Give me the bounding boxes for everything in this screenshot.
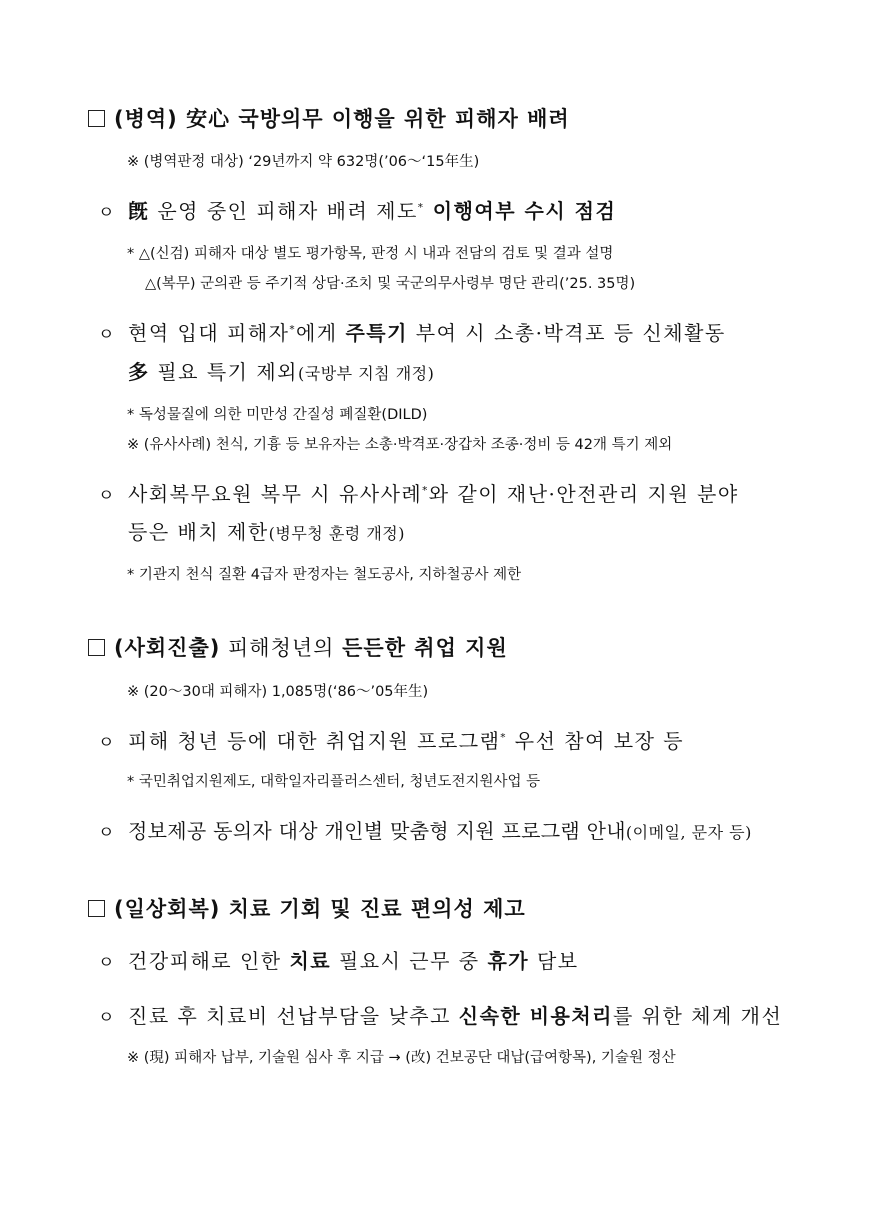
- bullet-item: [98, 1000, 782, 1029]
- sub-note: * 기관지 천식 질환 4급자 판정자는 철도공사, 지하철공사 제한: [127, 567, 522, 583]
- bullet-item: [98, 195, 616, 224]
- bullet-bold: 신속한 비용처리: [458, 1004, 613, 1028]
- heading-title: 든든한 취업 지원: [342, 636, 508, 660]
- bullet-text: 를 위한 체계 개선: [612, 1004, 783, 1028]
- bullet-bold: 휴가: [487, 949, 530, 973]
- bullet-continuation: [98, 516, 405, 545]
- bullet-bold: 치료: [289, 949, 332, 973]
- bullet-source: (이메일, 문자 등): [625, 823, 752, 842]
- bullet-text: 등은 배치 제한: [128, 520, 269, 544]
- bullet-item: [98, 815, 752, 844]
- bullet-text: 부여 시 소총·박격포 등 신체활동: [407, 321, 726, 345]
- bullet-source: (국방부 지침 개정): [298, 364, 435, 383]
- heading-tag: (일상회복): [114, 897, 221, 921]
- sub-note: △(복무) 군의관 등 주기적 상담·조치 및 국군의무사령부 명단 관리(’25. 35명): [145, 276, 636, 292]
- heading-title: 安心 국방의무 이행을 위한 피해자 배려: [177, 107, 570, 131]
- checkbox-square-icon: [88, 639, 105, 656]
- bullet-text: 필요 특기 제외: [149, 360, 298, 384]
- bullet-text: 담보: [529, 949, 579, 973]
- bullet-text: 현역 입대 피해자: [128, 321, 290, 345]
- bullet-marker-icon: ㅇ: [98, 823, 115, 843]
- bullet-item: [98, 725, 684, 754]
- bullet-bold: 이행여부 수시 점검: [424, 199, 617, 223]
- bullet-marker-icon: ㅇ: [98, 486, 115, 506]
- bullet-item: [98, 317, 726, 346]
- bullet-text: 에게: [295, 321, 346, 345]
- footnote-marker: *: [417, 202, 425, 214]
- footnote-marker: *: [500, 732, 507, 744]
- bullet-marker-icon: ㅇ: [98, 325, 115, 345]
- bullet-marker-icon: ㅇ: [98, 953, 115, 973]
- sub-note: * 국민취업지원제도, 대학일자리플러스센터, 청년도전지원사업 등: [127, 774, 541, 790]
- bullet-bold: 多: [128, 360, 150, 384]
- bullet-text: 운영 중인 피해자 배려 제도: [149, 199, 418, 223]
- bullet-text: 건강피해로 인한: [128, 949, 290, 973]
- section-note: ※ (병역판정 대상) ‘29년까지 약 632명(’06～‘15年生): [127, 154, 480, 170]
- heading-title: 치료 기회 및 진료 편의성 제고: [220, 897, 526, 921]
- bullet-bold: 주특기: [345, 321, 408, 345]
- bullet-item: [98, 478, 739, 507]
- bullet-marker-icon: ㅇ: [98, 203, 115, 223]
- bullet-text: 필요시 근무 중: [331, 949, 488, 973]
- bullet-marker-icon: ㅇ: [98, 1008, 115, 1028]
- footnote-marker: *: [289, 324, 296, 336]
- heading-tag: (병역): [114, 107, 178, 131]
- bullet-bold: 旣: [128, 199, 150, 223]
- checkbox-square-icon: [88, 900, 105, 917]
- section-heading-employment: [88, 632, 508, 662]
- bullet-text: 피해 청년 등에 대한 취업지원 프로그램: [128, 729, 501, 753]
- checkbox-square-icon: [88, 110, 105, 127]
- bullet-text: 정보제공 동의자 대상 개인별 맞춤형 지원 프로그램 안내: [128, 819, 626, 843]
- bullet-text: 우선 참여 보장 등: [506, 729, 685, 753]
- section-note: ※ (20～30대 피해자) 1,085명(‘86～’05年生): [127, 684, 429, 700]
- bullet-source: (병무청 훈령 개정): [268, 524, 405, 543]
- bullet-continuation: [98, 356, 434, 385]
- section-heading-daily-recovery: [88, 893, 526, 923]
- bullet-text: 와 같이 재난·안전관리 지원 분야: [428, 482, 739, 506]
- bullet-text: 진료 후 치료비 선납부담을 낮추고: [128, 1004, 459, 1028]
- bullet-item: [98, 945, 579, 974]
- heading-tag: (사회진출): [114, 636, 221, 660]
- sub-note: ※ (유사사례) 천식, 기흉 등 보유자는 소총·박격포·장갑차 조종·정비 등 42개 특기 제외: [127, 437, 673, 453]
- sub-note: * △(신검) 피해자 대상 별도 평가항목, 판정 시 내과 전담의 검토 및 결과 설명: [127, 246, 614, 262]
- section-heading-military: [88, 103, 570, 133]
- footnote-marker: *: [422, 485, 429, 497]
- heading-text: 피해청년의: [220, 636, 343, 660]
- bullet-marker-icon: ㅇ: [98, 733, 115, 753]
- sub-note: ※ (現) 피해자 납부, 기술원 심사 후 지급 → (改) 건보공단 대납(급여항목), 기술원 정산: [127, 1050, 676, 1066]
- bullet-text: 사회복무요원 복무 시 유사사례: [128, 482, 423, 506]
- sub-note: * 독성물질에 의한 미만성 간질성 폐질환(DILD): [127, 407, 428, 423]
